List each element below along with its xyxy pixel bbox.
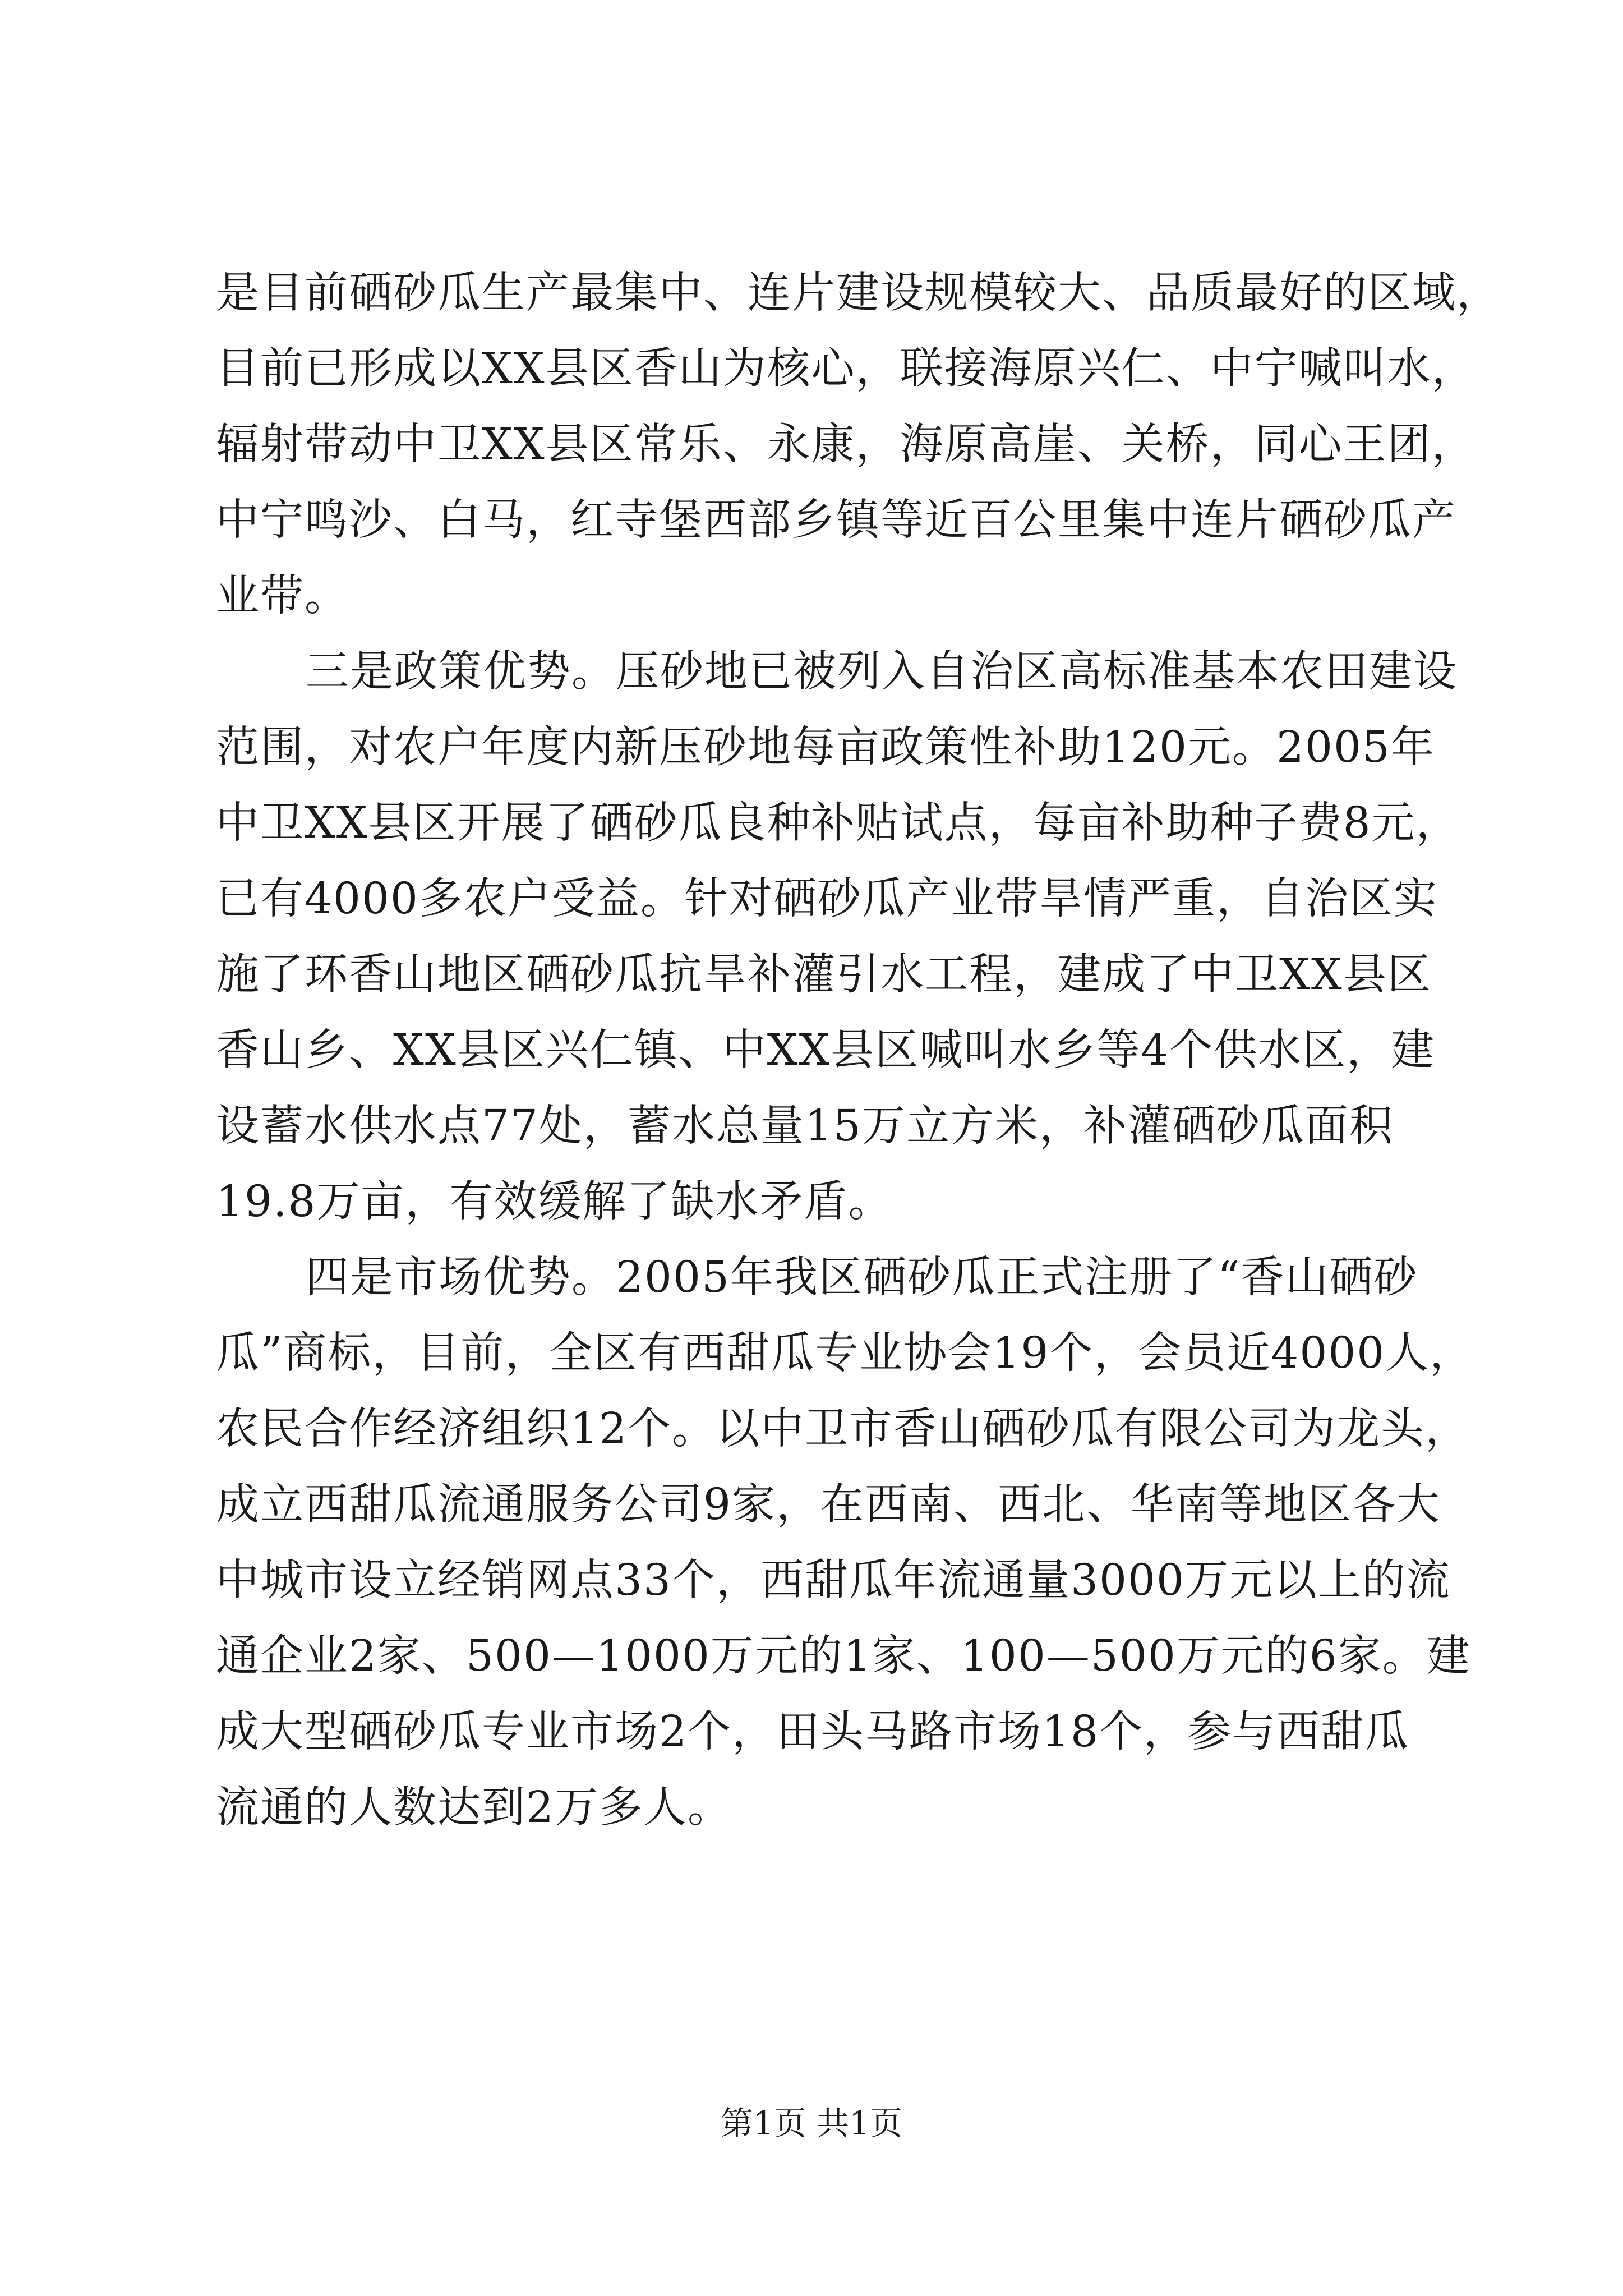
text-line: 中宁鸣沙、白马，红寺堡西部乡镇等近百公里集中连片硒砂瓜产 xyxy=(216,495,1456,545)
text-line: 辐射带动中卫XX县区常乐、永康，海原高崖、关桥，同心王团， xyxy=(216,420,1476,470)
body-text xyxy=(216,255,1501,1846)
text-line: 业带。 xyxy=(216,571,349,621)
text-line: 瓜”商标，目前，全区有西甜瓜专业协会19个，会员近4000人， xyxy=(216,1328,1474,1378)
text-line: 香山乡、XX县区兴仁镇、中XX县区喊叫水乡等4个供水区，建 xyxy=(216,1025,1436,1075)
text-line: 目前已形成以XX县区香山为核心，联接海原兴仁、中宁喊叫水， xyxy=(216,344,1476,394)
text-line: 成立西甜瓜流通服务公司9家，在西南、西北、华南等地区各大 xyxy=(216,1480,1441,1530)
text-line: 中城市设立经销网点33个，西甜瓜年流通量3000万元以上的流 xyxy=(216,1556,1451,1605)
text-line: 施了环香山地区硒砂瓜抗旱补灌引水工程，建成了中卫XX县区 xyxy=(216,950,1432,1000)
text-line: 农民合作经济组织12个。以中卫市香山硒砂瓜有限公司为龙头， xyxy=(216,1404,1469,1454)
paragraph-start-line: 四是市场优势。2005年我区硒砂瓜正式注册了“香山硒砂 xyxy=(306,1253,1418,1303)
text-line: 成大型硒砂瓜专业市场2个，田头马路市场18个，参与西甜瓜 xyxy=(216,1707,1409,1757)
paragraph-start-line: 三是政策优势。压砂地已被列入自治区高标准基本农田建设 xyxy=(306,647,1458,697)
text-line: 中卫XX县区开展了硒砂瓜良种补贴试点，每亩补助种子费8元， xyxy=(216,798,1460,848)
text-line: 设蓄水供水点77处，蓄水总量15万立方米，补灌硒砂瓜面积 xyxy=(216,1101,1394,1151)
text-line: 19.8万亩，有效缓解了缺水矛盾。 xyxy=(216,1177,893,1227)
text-line: 流通的人数达到2万多人。 xyxy=(216,1783,732,1833)
text-line: 是目前硒砂瓜生产最集中、连片建设规模较大、品质最好的区域， xyxy=(216,268,1501,318)
text-line: 通企业2家、500—1000万元的1家、100—500万元的6家。建 xyxy=(216,1631,1471,1681)
text-line: 已有4000多农户受益。针对硒砂瓜产业带旱情严重，自治区实 xyxy=(216,874,1438,924)
page-footer: 第1页 共1页 xyxy=(720,2104,903,2142)
text-line: 范围，对农户年度内新压砂地每亩政策性补助120元。2005年 xyxy=(216,723,1435,772)
